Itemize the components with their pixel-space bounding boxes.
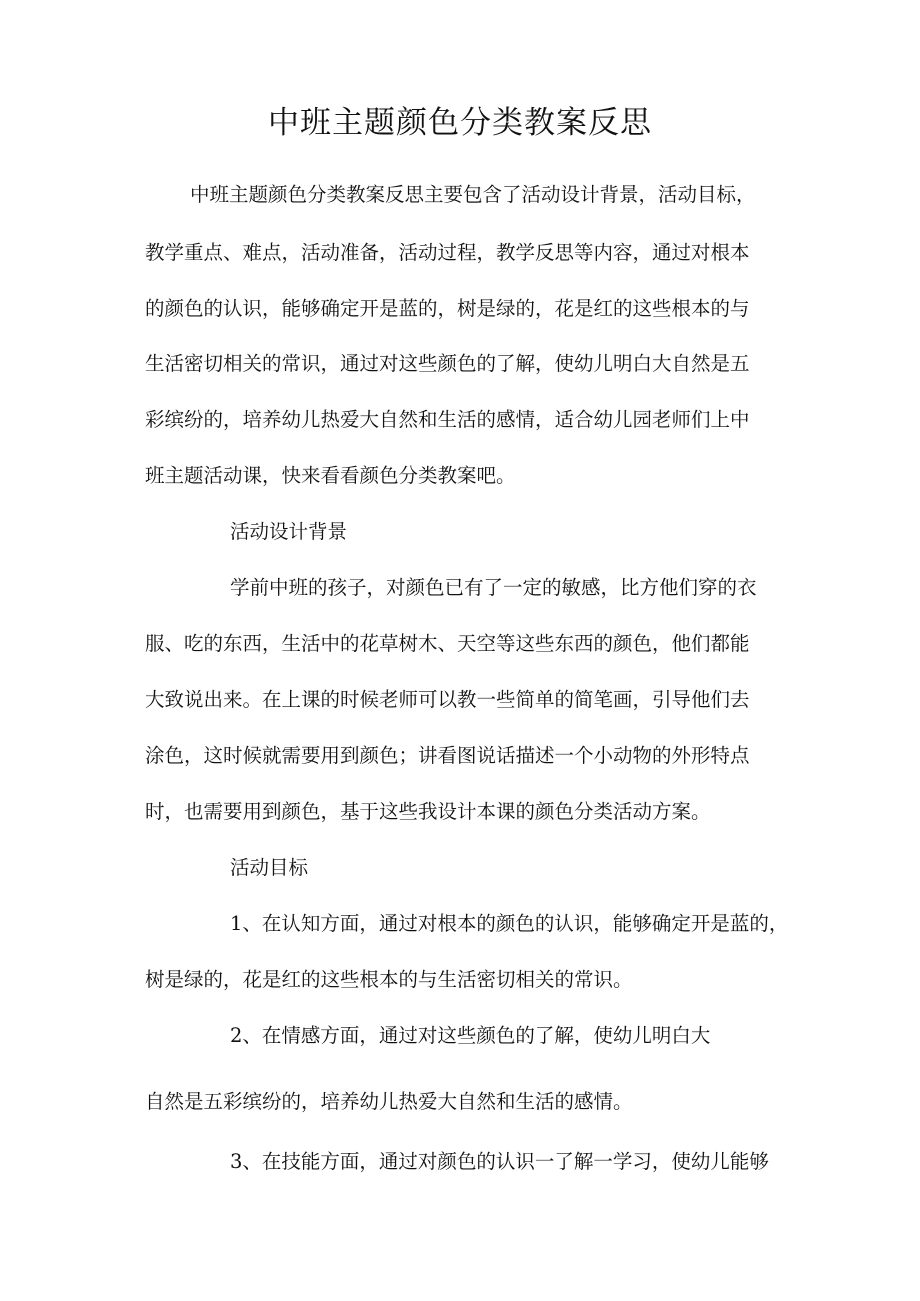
section-heading-goals: 活动目标 bbox=[230, 856, 309, 879]
intro-line: 的颜色的认识，能够确定开是蓝的，树是绿的，花是红的这些根本的与 bbox=[145, 297, 750, 320]
intro-line: 教学重点、难点，活动准备，活动过程，教学反思等内容，通过对根本 bbox=[145, 241, 750, 264]
background-line: 大致说出来。在上课的时候老师可以教一些简单的简笔画，引导他们去 bbox=[145, 688, 750, 711]
intro-line: 生活密切相关的常识，通过对这些颜色的了解，使幼儿明白大自然是五 bbox=[145, 352, 750, 375]
goal-line: 自然是五彩缤纷的，培养幼儿热爱大自然和生活的感情。 bbox=[145, 1090, 633, 1113]
intro-line: 班主题活动课，快来看看颜色分类教案吧。 bbox=[145, 464, 516, 487]
document-title: 中班主题颜色分类教案反思 bbox=[268, 105, 652, 141]
background-line: 服、吃的东西，生活中的花草树木、天空等这些东西的颜色，他们都能 bbox=[145, 632, 750, 655]
intro-line: 中班主题颜色分类教案反思主要包含了活动设计背景，活动目标， bbox=[190, 183, 756, 206]
intro-line: 彩缤纷的，培养幼儿热爱大自然和生活的感情，适合幼儿园老师们上中 bbox=[145, 408, 750, 431]
goal-line: 树是绿的，花是红的这些根本的与生活密切相关的常识。 bbox=[145, 968, 633, 991]
background-line: 涂色，这时候就需要用到颜色；讲看图说话描述一个小动物的外形特点 bbox=[145, 744, 750, 767]
goal-line: 3、在技能方面，通过对颜色的认识一了解一学习，使幼儿能够 bbox=[230, 1150, 769, 1173]
background-line: 学前中班的孩子，对颜色已有了一定的敏感，比方他们穿的衣 bbox=[230, 576, 757, 599]
section-heading-background: 活动设计背景 bbox=[230, 520, 348, 543]
goal-line: 1、在认知方面，通过对根本的颜色的认识，能够确定开是蓝的， bbox=[230, 912, 789, 935]
background-line: 时，也需要用到颜色，基于这些我设计本课的颜色分类活动方案。 bbox=[145, 800, 711, 823]
goal-line: 2、在情感方面，通过对这些颜色的了解，使幼儿明白大 bbox=[230, 1024, 711, 1047]
